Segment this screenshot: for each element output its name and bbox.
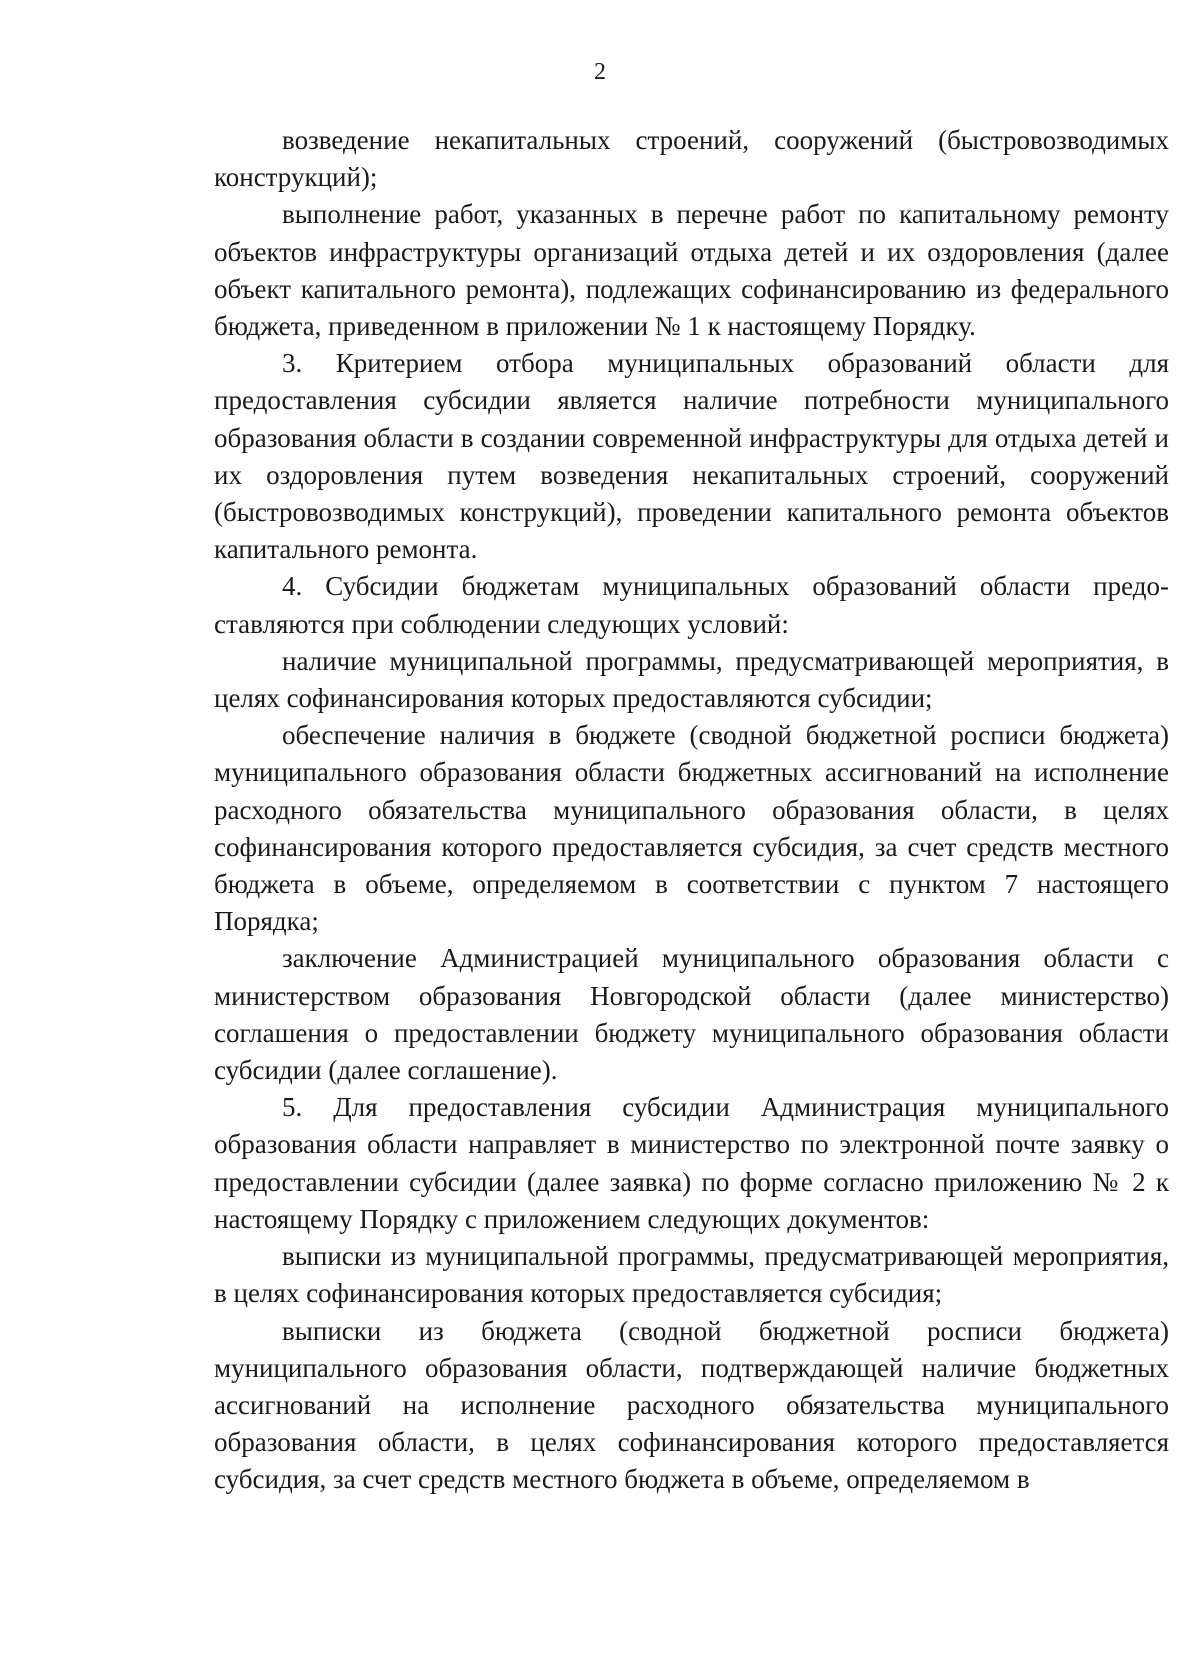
paragraph-budget-extract: выписки из бюджета (сводной бюджетной росписи бюджета) муниципального образования области, подтверждающей наличие бюджетных ассигнований на исполнение расходного обязательства муниципального образования области, в целях софинансирования которого предоставляется субсидия, за счет средств местного бюджета в объеме, определяемом в	[214, 1315, 1169, 1495]
paragraph-subsidy-conditions: 4. Субсидии бюджетам муниципальных образований области предоставляются при соблюдении следующих условий:	[214, 571, 1169, 639]
paragraph-application: 5. Для предоставления субсидии Администрация муниципального образования области направляет в министерство по электронной почте заявку о предоставлении субсидии (далее заявка) по форме согласно приложению № 2 к настоящему Порядку с приложением следующих документов:	[214, 1092, 1169, 1234]
paragraph-municipal-program: наличие муниципальной программы, предусматривающей мероприятия, в целях софинансирования которых предоставляются субсидии;	[214, 645, 1169, 714]
paragraph-capital-repair-works: выполнение работ, указанных в перечне работ по капитальному ремонту объектов инфраструктуры организаций отдыха детей и их оздоровления (далее объект капитального ремонта), подлежащих софинансированию из федерального бюджета, приведенном в приложении № 1 к настоящему Порядку.	[214, 199, 1169, 342]
document-body	[214, 122, 1169, 1499]
paragraph-agreement: заключение Администрацией муниципального образования области с министерством образования Новгородской области (далее министерство) соглашения о предоставлении бюджету муниципального образования области субсидии (далее соглашение).	[214, 943, 1169, 1086]
paragraph-selection-criterion: 3. Критерием отбора муниципальных образований области для предоставления субсидии является наличие потребности муниципального образования области в создании современной инфраструктуры для отдыха детей и их оздоровления путем возведения некапитальных строений, сооружений (быстровозводимых конструкций), проведении капитального ремонта объектов капитального ремонта.	[214, 348, 1169, 565]
paragraph-program-extract: выписки из муниципальной программы, предусматривающей мероприятия, в целях софинансирования которых предоставляется субсидия;	[214, 1241, 1169, 1309]
page-number: 2	[594, 59, 606, 85]
paragraph-budget-allocations: обеспечение наличия в бюджете (сводной бюджетной росписи бюджета) муниципального образования области бюджетных ассигнований на исполнение расходного обязательства муниципального образования области, в целях софинансирования которого предоставляется субсидия, за счет средств местного бюджета в объеме, определяемом в соответствии с пунктом 7 настоящего Порядка;	[214, 720, 1169, 937]
paragraph-nonpermanent-structures: возведение некапитальных строений, сооружений (быстровозводимых конструкций);	[214, 125, 1169, 193]
